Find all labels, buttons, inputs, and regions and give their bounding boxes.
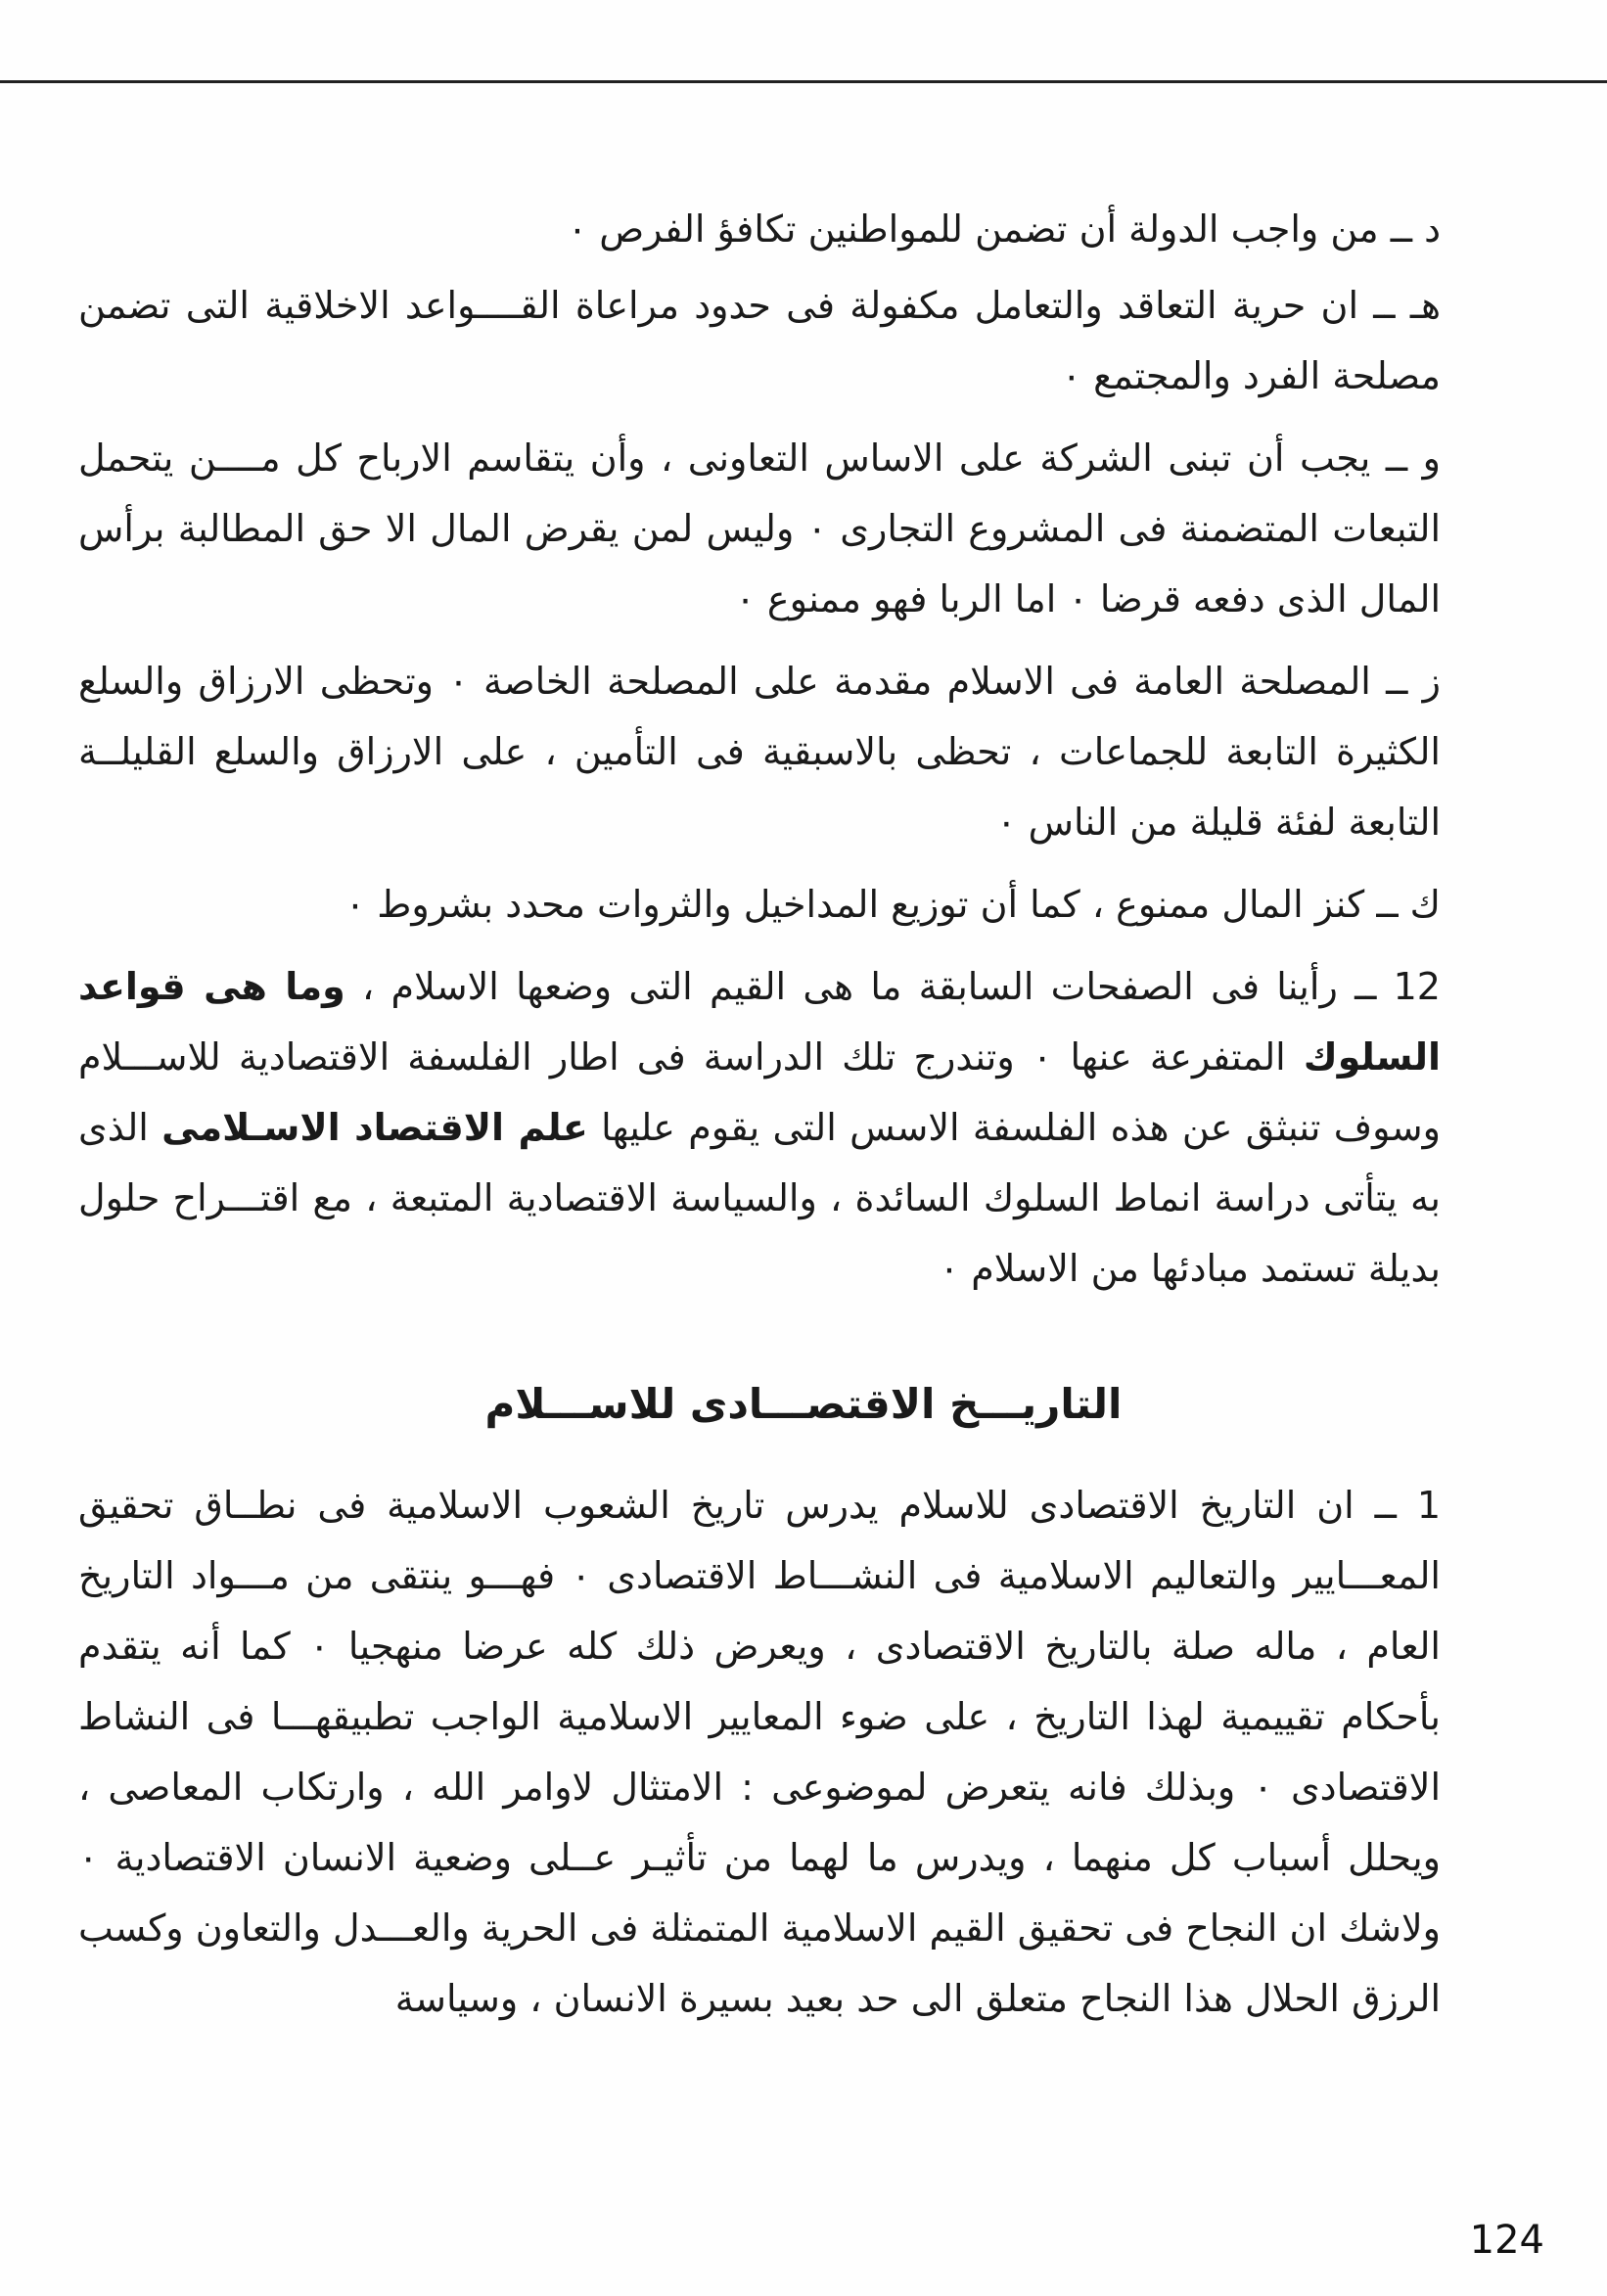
paragraph-12-bold2: علم الاقتصاد الاسـلامى bbox=[161, 1106, 588, 1149]
body-top bbox=[78, 194, 1535, 1304]
paragraph-12-bold1: وما هى قواعد السلوك bbox=[78, 965, 1441, 1079]
paragraph-zay: ز ــ المصلحة العامة فى الاسلام مقدمة على المصلحة الخاصة ٠ وتحظى الارزاق والسلع الكثيرة التابعة للجماعات ، تحظى بالاسبقية فى التأمين ، على الارزاق والسلع القليلــة التابعة لفئة قليلة من الناس ٠ bbox=[78, 660, 1441, 844]
paragraph-waw: و ــ يجب أن تبنى الشركة على الاساس التعاونى ، وأن يتقاسم الارباح كل مــــن يتحمل التبعات المتضمنة فى المشروع التجارى ٠ وليس لمن يقرض المال الا حق المطالبة برأس المال الذى دفعه قرضا ٠ اما الربا فهو ممنوع ٠ bbox=[78, 436, 1441, 620]
body-bottom bbox=[78, 1470, 1535, 2034]
top-rule bbox=[0, 80, 1607, 83]
paragraph-kaf: ك ــ كنز المال ممنوع ، كما أن توزيع المداخيل والثروات محدد بشروط ٠ bbox=[344, 883, 1441, 926]
paragraph-1: 1 ــ ان التاريخ الاقتصادى للاسلام يدرس تاريخ الشعوب الاسلامية فى نطــاق تحقيق المعـــايير والتعاليم الاسلامية فى النشـــاط الاقتصادى ٠ فهـــو ينتقى من مـــواد التاريخ العام ، ماله صلة بالتاريخ الاقتصادى ، ويعرض ذلك كله عرضا منهجيا ٠ كما أنه يتقدم بأحكام تقييمية لهذا التاريخ ، على ضوء المعايير الاسلامية الواجب تطبيقهـــا فى النشاط الاقتصادى ٠ وبذلك فانه يتعرض لموضوعى : الامتثال لاوامر الله ، وارتكاب المعاصى ، ويحلل أسباب كل منهما ، ويدرس ما لهما من تأثيـر عــلى وضعية الانسان الاقتصادية ٠ ولاشك ان النجاح فى تحقيق القيم الاسلامية المتمثلة فى الحرية والعـــدل والتعاون وكسب الرزق الحلال هذا النجاح متعلق الى حد بعيد بسيرة الانسان ، وسياسة bbox=[78, 1484, 1441, 2020]
page-number: 124 bbox=[1469, 2218, 1544, 2263]
paragraph-dal: د ــ من واجب الدولة أن تضمن للمواطنين تكافؤ الفرص ٠ bbox=[567, 207, 1441, 251]
paragraph-12-part2: المتفرعة عنها ٠ وتندرج تلك الدراسة فى اطار الفلسفة الاقتصادية للاســـلام وسوف تنبثق عن هذه الفلسفة الاسس التى يقوم عليها bbox=[78, 1035, 1441, 1149]
paragraph-12 bbox=[78, 951, 1535, 1304]
section-heading: التاريـــخ الاقتصـــادى للاســـلام bbox=[484, 1380, 1123, 1428]
paragraph-12-part1: 12 ــ رأينا فى الصفحات السابقة ما هى القيم التى وضعها الاسلام ، bbox=[344, 965, 1441, 1008]
paragraph-ha: هـ ــ ان حرية التعاقد والتعامل مكفولة فى حدود مراعاة القــــواعد الاخلاقية التى تضمن مصلحة الفرد والمجتمع ٠ bbox=[78, 284, 1441, 397]
paragraph-12-part3: الذى به يتأتى دراسة انماط السلوك السائدة ، والسياسة الاقتصادية المتبعة ، مع اقتـــراح حلول بديلة تستمد مبادئها من الاسلام ٠ bbox=[78, 1106, 1441, 1290]
